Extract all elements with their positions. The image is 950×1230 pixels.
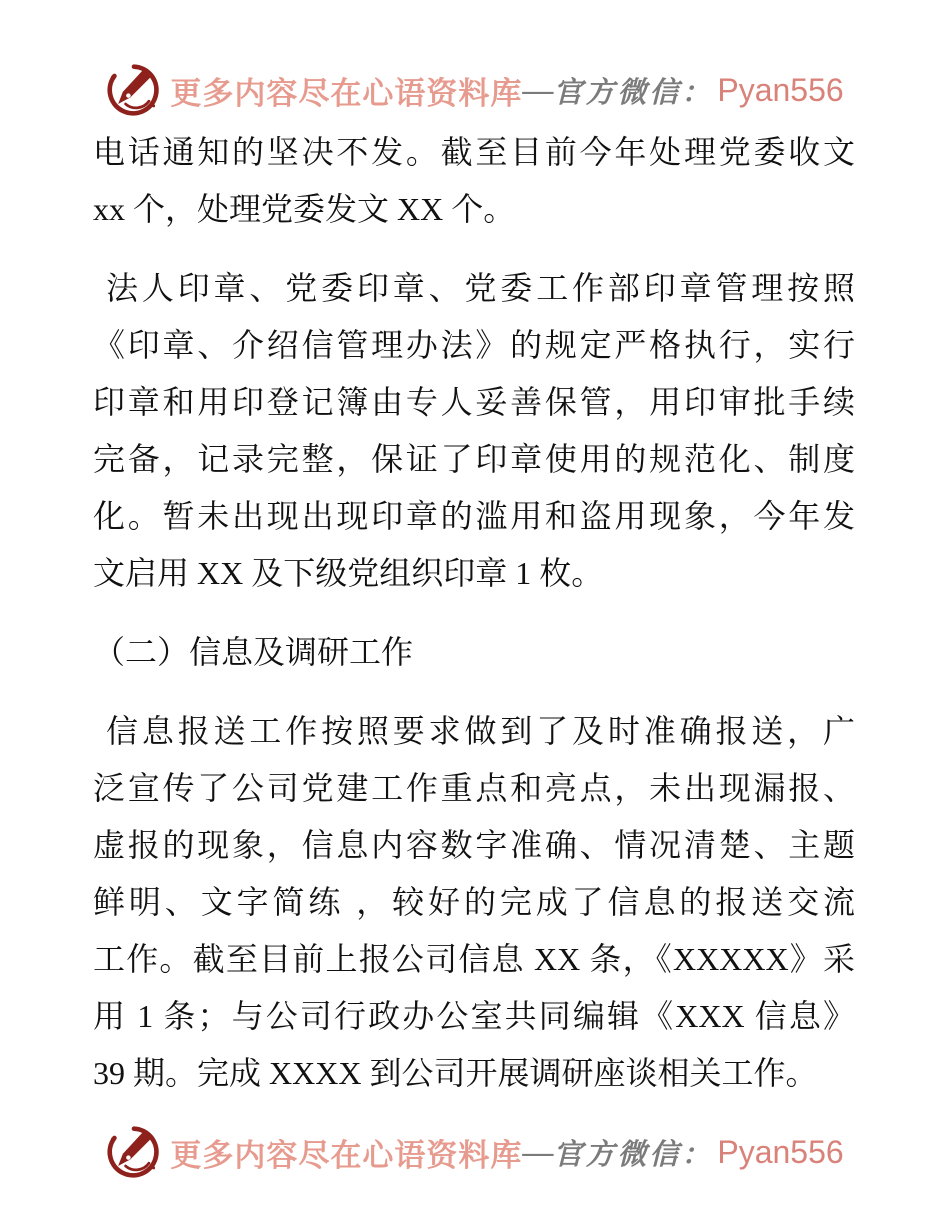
text-line: 印章和用印登记簿由专人妥善保管，用印审批手续 — [93, 384, 855, 420]
brand-text: 更多内容尽在心语资料库 — [170, 1137, 523, 1173]
text-line: xx 个，处理党委发文 XX 个。 — [93, 191, 516, 227]
text-line: 39 期。完成 XXXX 到公司开展调研座谈相关工作。 — [93, 1055, 818, 1091]
paragraph — [93, 703, 855, 1102]
separator-dash: — — [522, 72, 554, 107]
text-line: 用 1 条；与公司行政办公室共同编辑《XXX 信息》 — [93, 998, 855, 1034]
wechat-id: Pyan556 — [717, 71, 844, 108]
text-line: 化。暂未出现出现印章的滥用和盗用现象，今年发 — [93, 498, 855, 534]
text-line: 鲜明、文字简练 ，较好的完成了信息的报送交流 — [93, 884, 855, 920]
text-line: （二）信息及调研工作 — [93, 634, 414, 670]
section-heading — [93, 624, 855, 681]
text-line: 《印章、介绍信管理办法》的规定严格执行，实行 — [93, 327, 855, 363]
pen-logo-icon — [106, 1124, 162, 1180]
text-line: 工作。截至目前上报公司信息 XX 条，《XXXXX》采 — [93, 941, 855, 977]
text-line: 完备，记录完整，保证了印章使用的规范化、制度 — [93, 441, 855, 477]
separator-dash: — — [522, 1134, 554, 1169]
text-line: 信息报送工作按照要求做到了及时准确报送，广 — [106, 713, 855, 749]
paragraph — [93, 124, 855, 238]
brand-text: 更多内容尽在心语资料库 — [170, 75, 523, 111]
document-body — [93, 124, 855, 1102]
text-line: 法人印章、党委印章、党委工作部印章管理按照 — [106, 270, 855, 306]
text-line: 文启用 XX 及下级党组织印章 1 枚。 — [93, 555, 604, 591]
text-line: 虚报的现象，信息内容数字准确、情况清楚、主题 — [93, 827, 855, 863]
text-line: 泛宣传了公司党建工作重点和亮点，未出现漏报、 — [93, 770, 855, 806]
pen-logo-icon — [106, 62, 162, 118]
text-line: 电话通知的坚决不发。截至目前今年处理党委收文 — [93, 134, 855, 170]
wechat-label: 官方微信： — [553, 76, 714, 109]
wechat-id: Pyan556 — [717, 1133, 844, 1170]
footer-watermark — [0, 1124, 950, 1180]
paragraph — [93, 260, 855, 602]
header-watermark — [0, 0, 950, 118]
wechat-label: 官方微信： — [553, 1138, 714, 1171]
